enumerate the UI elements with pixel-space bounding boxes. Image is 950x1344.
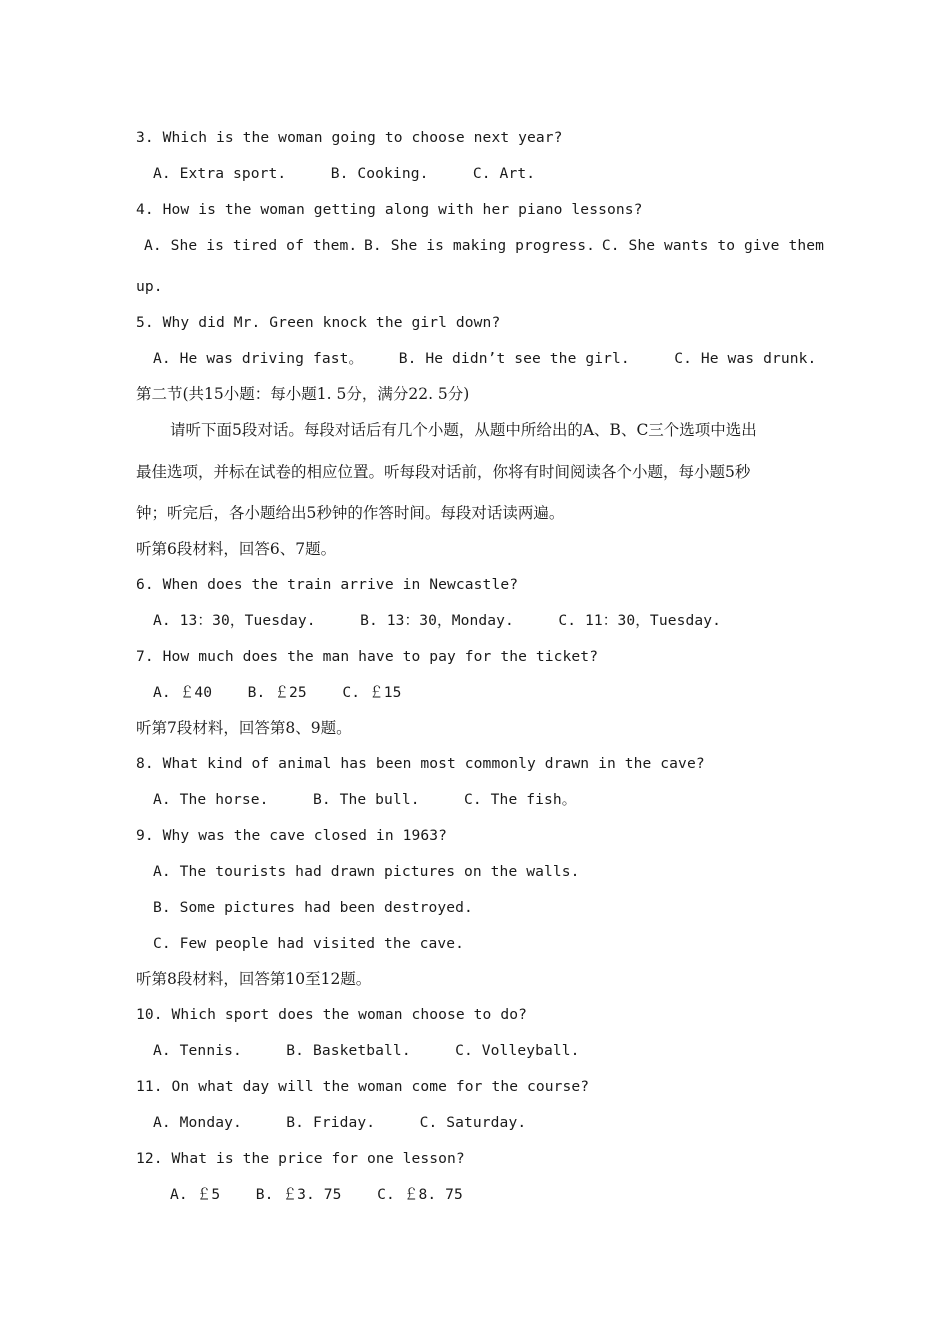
question-9-option-a: A. The tourists had drawn pictures on the walls. [153,863,580,880]
question-4-option-b: B. She is making progress. [364,237,596,254]
question-4-option-a: A. She is tired of them. [144,237,358,254]
material-7-heading: 听第7段材料，回答第8、9题。 [136,719,352,737]
question-12-options: A. ￡5 B. ￡3. 75 C. ￡8. 75 [170,1186,463,1203]
section-2-instructions-line-1: 请听下面5段对话。每段对话后有几个小题，从题中所给出的A、B、C三个选项中选出 [170,421,757,439]
question-11-options: A. Monday. B. Friday. C. Saturday. [153,1114,527,1131]
question-6-options: A. 13：30，Tuesday. B. 13：30，Monday. C. 11：30，Tuesday. [153,612,722,629]
question-8-options: A. The horse. B. The bull. C. The fish。 [153,791,577,808]
material-8-heading: 听第8段材料，回答第10至12题。 [136,970,372,988]
question-5-options: A. He was driving fast。 B. He didn’t see the girl. C. He was drunk. [153,350,817,367]
question-7-options: A. ￡40 B. ￡25 C. ￡15 [153,684,402,701]
question-4-option-c: C. She wants to give them [601,237,824,254]
question-10-options: A. Tennis. B. Basketball. C. Volleyball. [153,1042,580,1059]
question-10-stem: 10. Which sport does the woman choose to do? [136,1006,527,1023]
material-6-heading: 听第6段材料，回答6、7题。 [136,540,337,558]
question-5-stem: 5. Why did Mr. Green knock the girl down? [136,314,501,331]
question-9-option-b: B. Some pictures had been destroyed. [153,899,473,916]
question-6-stem: 6. When does the train arrive in Newcastle? [136,576,519,593]
question-4-stem: 4. How is the woman getting along with her piano lessons? [136,201,643,218]
question-3-options: A. Extra sport. B. Cooking. C. Art. [153,165,536,182]
question-8-stem: 8. What kind of animal has been most commonly drawn in the cave? [136,755,705,772]
question-11-stem: 11. On what day will the woman come for the course? [136,1078,590,1095]
question-12-stem: 12. What is the price for one lesson? [136,1150,465,1167]
question-9-option-c: C. Few people had visited the cave. [153,935,465,952]
question-3-stem: 3. Which is the woman going to choose next year? [136,129,563,146]
section-2-instructions-line-3: 钟；听完后，各小题给出5秒钟的作答时间。每段对话读两遍。 [136,504,565,522]
section-2-heading: 第二节(共15小题：每小题1. 5分，满分22. 5分) [136,385,470,403]
question-4-option-c-continued: up. [136,278,163,295]
question-9-stem: 9. Why was the cave closed in 1963? [136,827,448,844]
question-7-stem: 7. How much does the man have to pay for the ticket? [136,648,599,665]
question-4-options [144,236,824,256]
section-2-instructions-line-2: 最佳选项，并标在试卷的相应位置。听每段对话前，你将有时间阅读各个小题，每小题5秒 [136,463,751,481]
